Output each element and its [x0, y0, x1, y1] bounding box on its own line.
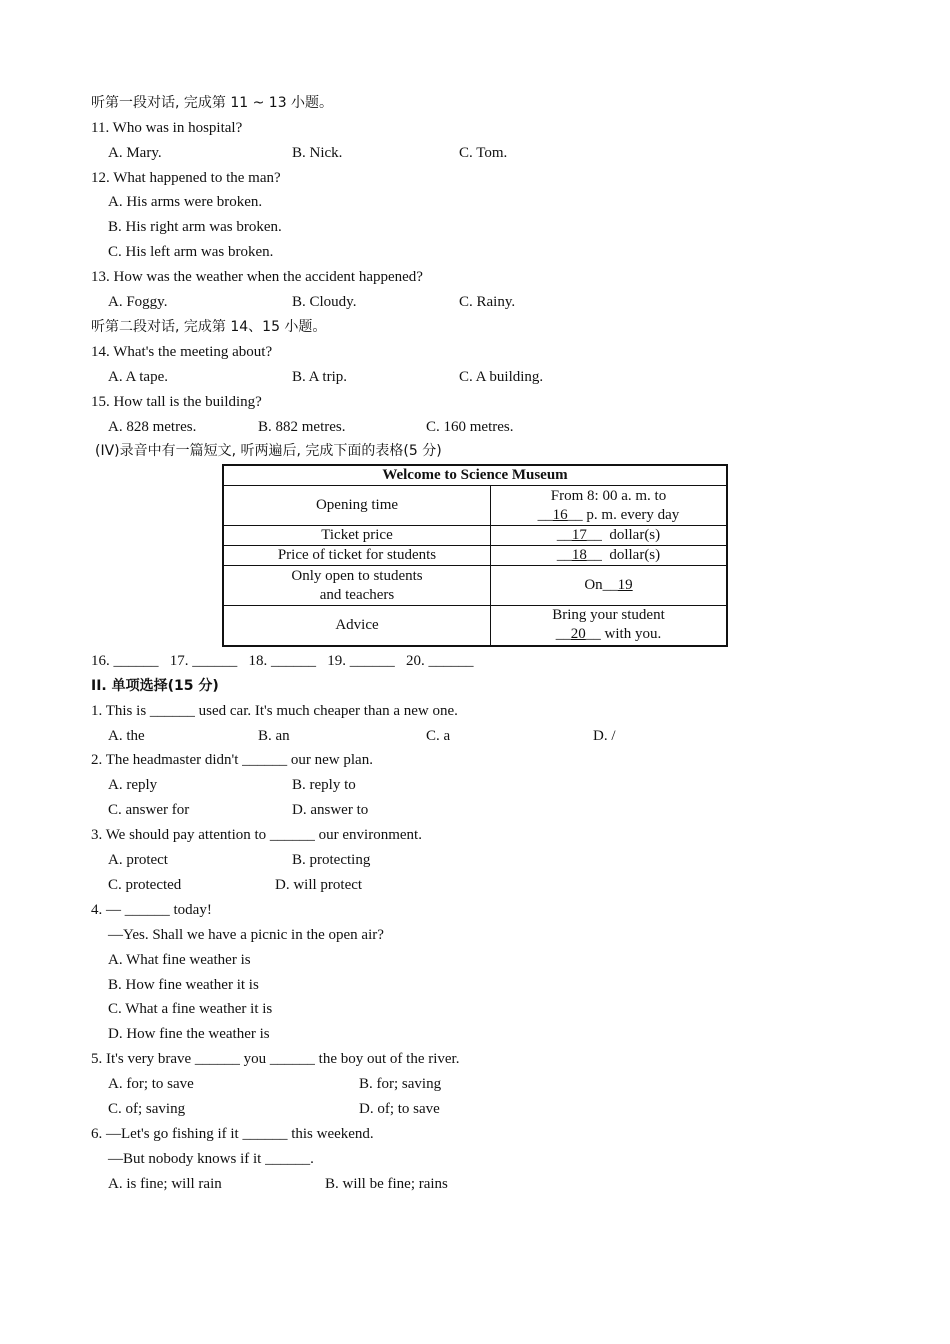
- table-title: Welcome to Science Museum: [223, 465, 727, 486]
- option: C. answer for: [108, 802, 190, 818]
- option: A. Foggy.: [108, 294, 168, 310]
- table-value: Bring your student __20__ with you.: [491, 606, 728, 646]
- option: D. will protect: [275, 877, 363, 893]
- option: C. A building.: [459, 369, 544, 385]
- option: A. the: [108, 728, 145, 744]
- option: C. 160 metres.: [426, 419, 514, 435]
- table-key: Opening time: [223, 486, 491, 526]
- blank-17: 17: [571, 527, 587, 543]
- option: A. What fine weather is: [108, 952, 251, 968]
- option: A. reply: [108, 777, 158, 793]
- question: 2. The headmaster didn't ______ our new plan.: [91, 752, 373, 768]
- dialogue-reply: —But nobody knows if it ______.: [108, 1151, 314, 1167]
- table-value: On__19: [491, 566, 728, 606]
- option: D. of; to save: [359, 1101, 440, 1117]
- key-text: Only open to students: [291, 567, 423, 584]
- question: 12. What happened to the man?: [91, 170, 281, 186]
- option: B. for; saving: [359, 1076, 442, 1092]
- table-key: [223, 566, 491, 606]
- question: 14. What's the meeting about?: [91, 344, 273, 360]
- value-text: p. m. every day: [586, 506, 680, 523]
- option: A. His arms were broken.: [108, 194, 263, 210]
- option: C. His left arm was broken.: [108, 244, 274, 260]
- table-key: Price of ticket for students: [223, 546, 491, 566]
- section-header: 听第一段对话, 完成第 11 ~ 13 小题。: [91, 95, 334, 111]
- table-key: Ticket price: [223, 526, 491, 546]
- question: 6. —Let's go fishing if it ______ this weekend.: [91, 1126, 374, 1142]
- option: A. 828 metres.: [108, 419, 197, 435]
- value-text: Bring your student: [552, 607, 665, 624]
- table-key: Advice: [223, 606, 491, 646]
- blank-16: 16: [552, 506, 568, 523]
- museum-table: [222, 464, 728, 647]
- option: B. will be fine; rains: [325, 1176, 448, 1192]
- value-text: dollar(s): [609, 527, 661, 543]
- section-header: II. 单项选择(15 分): [91, 678, 219, 694]
- blank-19: 19: [617, 577, 633, 593]
- option: C. protected: [108, 877, 182, 893]
- option: D. answer to: [292, 802, 369, 818]
- table-value: __17__ dollar(s): [491, 526, 728, 546]
- section-header: 听第二段对话, 完成第 14、15 小题。: [91, 319, 327, 335]
- option: A. for; to save: [108, 1076, 194, 1092]
- option: B. A trip.: [292, 369, 348, 385]
- answer-blanks: 16. ______ 17. ______ 18. ______ 19. ______ 20. ______: [91, 653, 474, 669]
- option: C. a: [426, 728, 451, 744]
- value-text: with you.: [604, 626, 662, 643]
- question: 5. It's very brave ______ you ______ the boy out of the river.: [91, 1051, 460, 1067]
- option: B. 882 metres.: [258, 419, 346, 435]
- table-value: __18__ dollar(s): [491, 546, 728, 566]
- question: 3. We should pay attention to ______ our environment.: [91, 827, 422, 843]
- blank-20: 20: [570, 626, 586, 643]
- option: A. protect: [108, 852, 168, 868]
- blank-18: 18: [571, 547, 587, 563]
- option: C. Tom.: [459, 145, 508, 161]
- option: C. What a fine weather it is: [108, 1001, 273, 1017]
- table-value: From 8: 00 a. m. to __16__ p. m. every day: [491, 486, 728, 526]
- question: 13. How was the weather when the accident happened?: [91, 269, 423, 285]
- option: D. How fine the weather is: [108, 1026, 270, 1042]
- option: B. How fine weather it is: [108, 977, 259, 993]
- question: 15. How tall is the building?: [91, 394, 262, 410]
- option: B. reply to: [292, 777, 356, 793]
- option: B. His right arm was broken.: [108, 219, 282, 235]
- option: B. an: [258, 728, 290, 744]
- key-text: and teachers: [319, 586, 395, 603]
- value-text: On: [584, 577, 603, 593]
- option: A. Mary.: [108, 145, 162, 161]
- option: C. of; saving: [108, 1101, 186, 1117]
- option: C. Rainy.: [459, 294, 516, 310]
- option: D. /: [593, 728, 616, 744]
- dialogue-reply: —Yes. Shall we have a picnic in the open air?: [108, 927, 384, 943]
- question: 4. — ______ today!: [91, 902, 212, 918]
- value-text: dollar(s): [609, 547, 661, 563]
- section-header: (IV)录音中有一篇短文, 听两遍后, 完成下面的表格(5 分): [95, 443, 442, 459]
- question: 1. This is ______ used car. It's much cheaper than a new one.: [91, 703, 458, 719]
- option: B. Cloudy.: [292, 294, 357, 310]
- question: 11. Who was in hospital?: [91, 120, 243, 136]
- option: B. Nick.: [292, 145, 343, 161]
- option: A. A tape.: [108, 369, 168, 385]
- option: A. is fine; will rain: [108, 1176, 222, 1192]
- value-text: From 8: 00 a. m. to: [550, 487, 667, 504]
- option: B. protecting: [292, 852, 371, 868]
